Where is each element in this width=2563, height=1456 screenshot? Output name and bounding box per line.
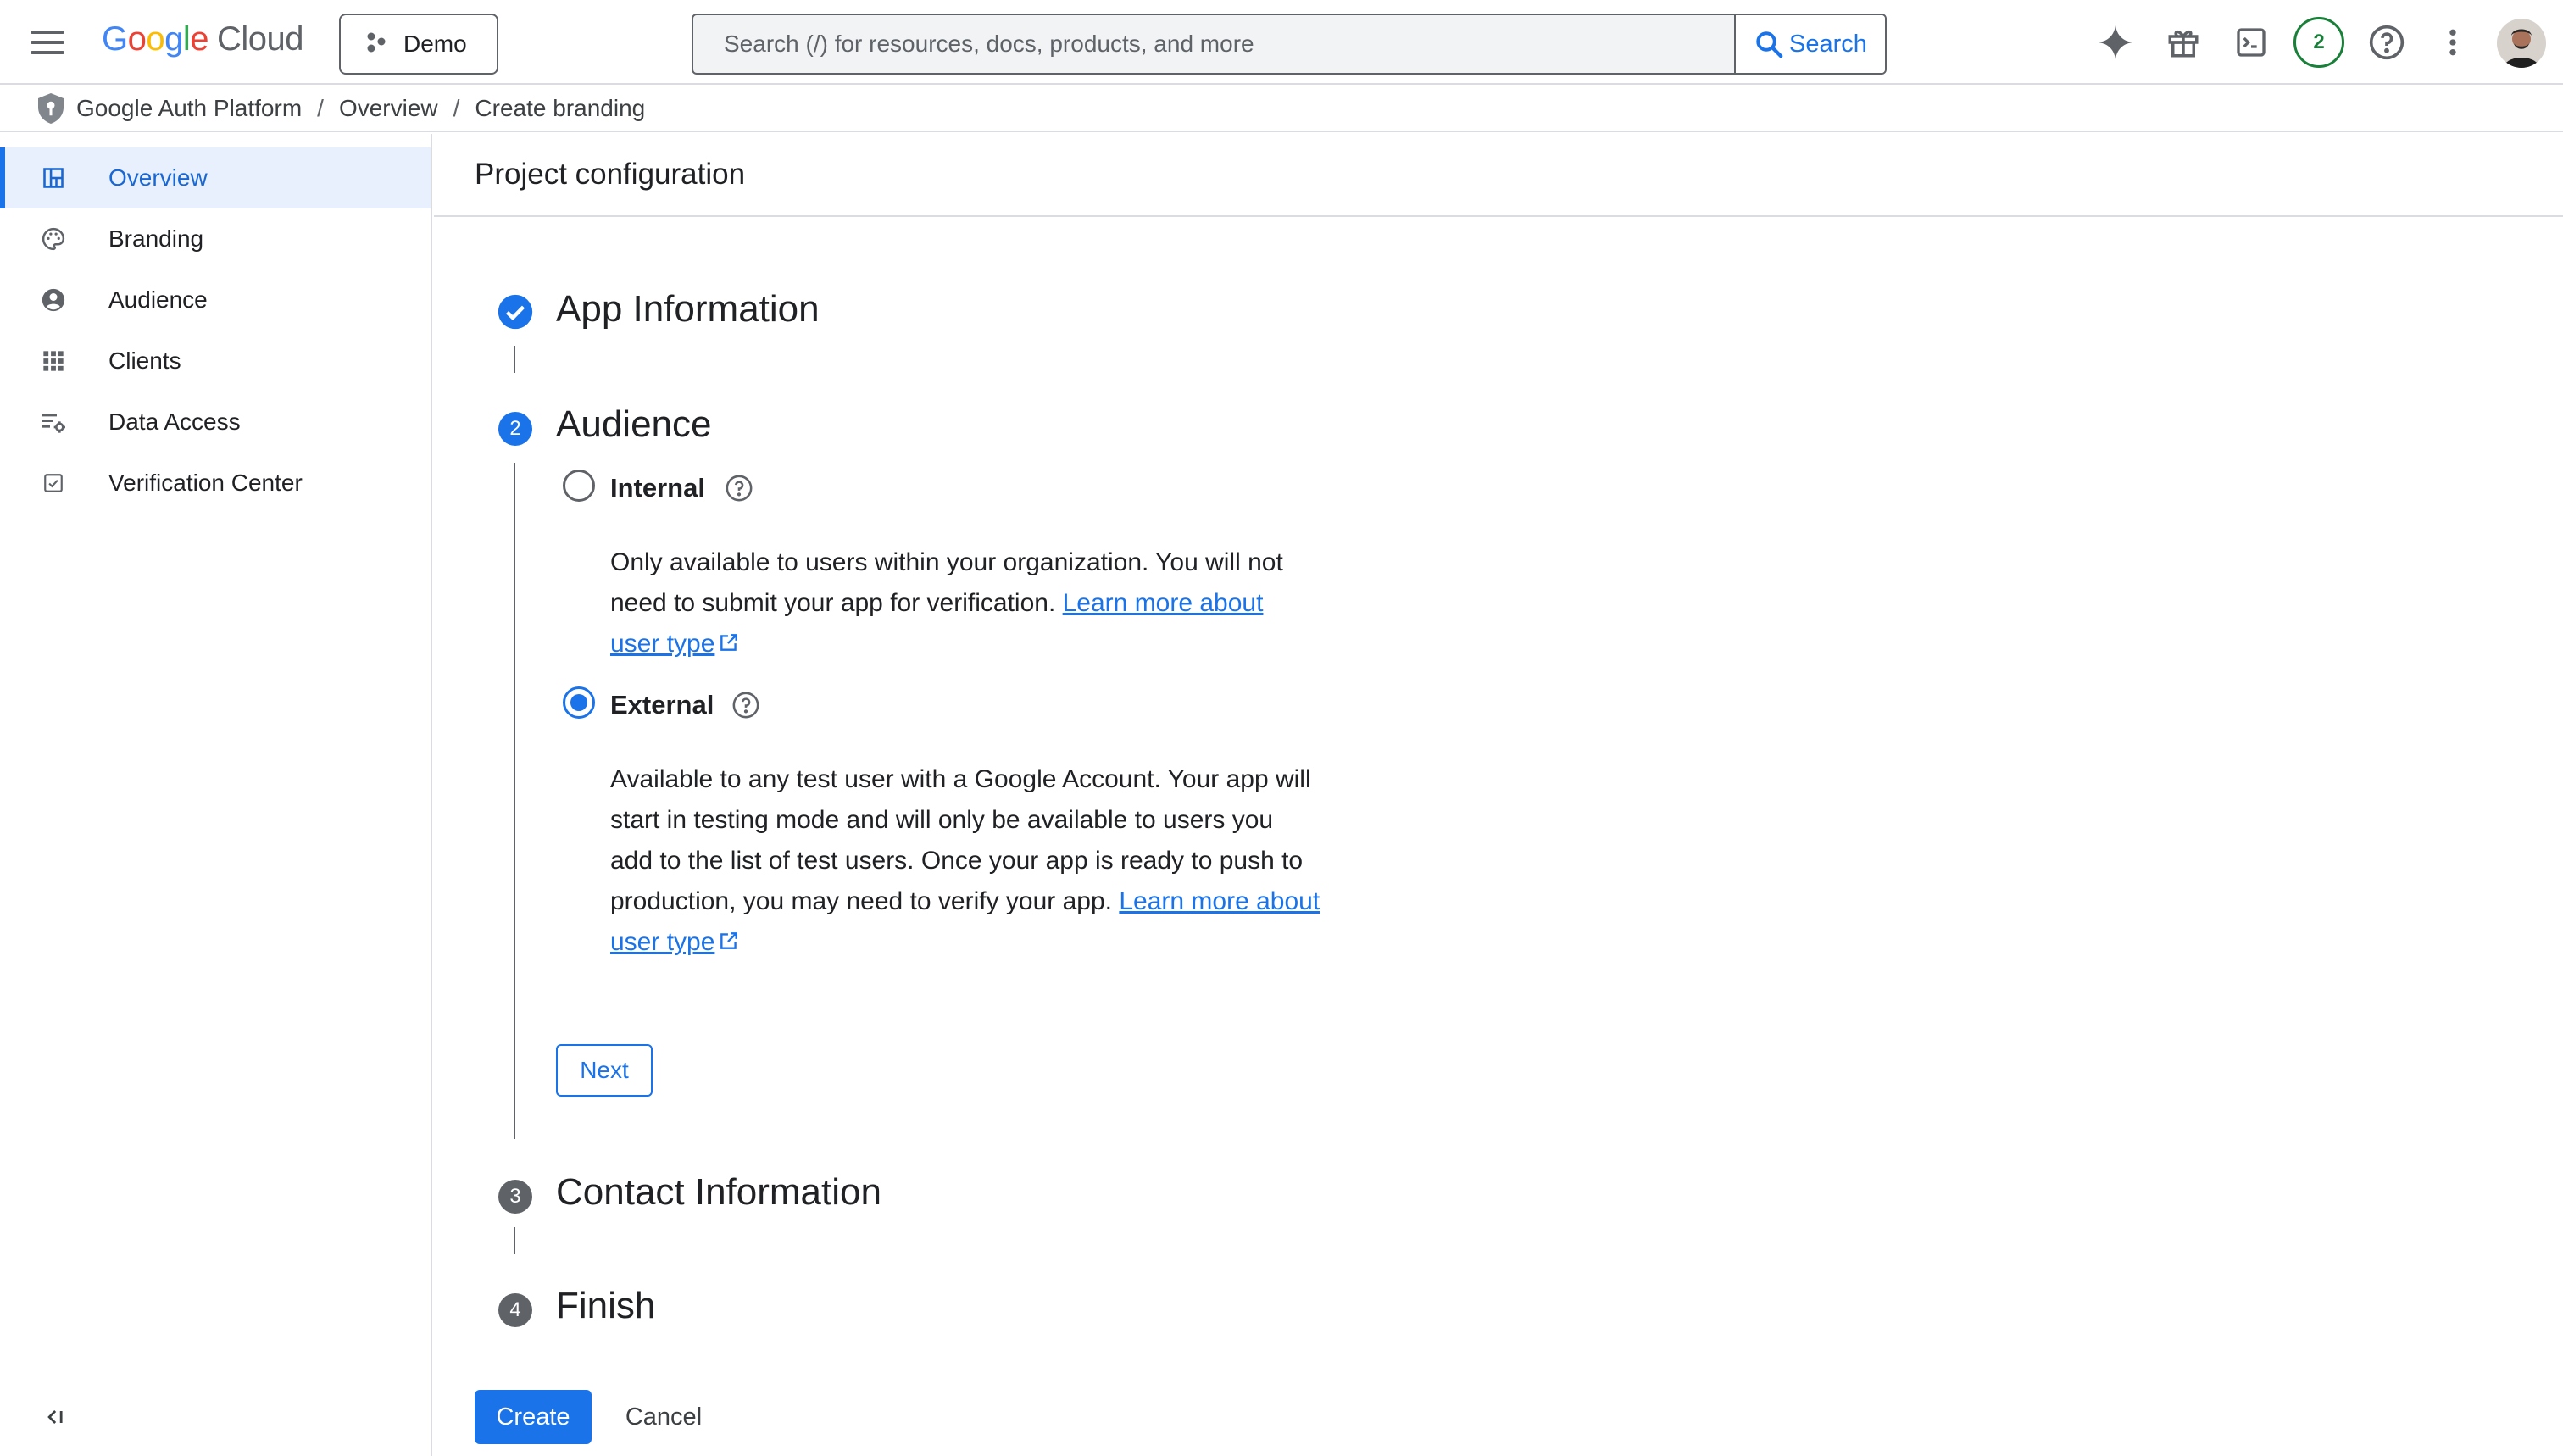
external-label[interactable]: External	[610, 690, 714, 720]
logo-letter: o	[146, 20, 165, 58]
gemini-sparkle-icon[interactable]	[2093, 20, 2138, 64]
description-line: Only available to users within your organization. You will not	[610, 548, 1283, 576]
external-description	[610, 759, 1320, 963]
logo-suffix: Cloud	[217, 20, 304, 58]
top-app-bar	[0, 0, 2563, 85]
sidebar-item-branding[interactable]	[0, 208, 431, 270]
sidebar-item-audience[interactable]	[0, 270, 431, 331]
help-icon[interactable]	[2365, 20, 2409, 64]
sidebar-item-overview[interactable]	[0, 147, 431, 208]
sidebar-item-label: Branding	[108, 225, 204, 252]
dashboard-icon	[39, 164, 68, 192]
description-line: need to submit your app for verification.	[610, 589, 1056, 617]
step-number: 3	[498, 1180, 532, 1214]
sidebar-item-label: Verification Center	[108, 470, 303, 496]
menu-icon[interactable]	[25, 22, 69, 63]
description-line: add to the list of test users. Once your app is ready to push to	[610, 847, 1304, 875]
breadcrumb-overview[interactable]: Overview	[338, 95, 438, 121]
notifications-badge[interactable]: 2	[2293, 17, 2344, 68]
step-title: Audience	[556, 403, 712, 445]
internal-description	[610, 542, 1283, 664]
internal-radio[interactable]	[563, 470, 595, 502]
external-radio[interactable]	[563, 686, 595, 719]
project-picker-button[interactable]	[339, 14, 498, 75]
check-circle-icon	[497, 293, 534, 331]
breadcrumb-separator: /	[453, 95, 460, 121]
project-name: Demo	[403, 31, 467, 57]
breadcrumb-create-branding: Create branding	[475, 95, 646, 121]
avatar[interactable]	[2497, 19, 2546, 68]
step-number: 4	[498, 1293, 532, 1327]
help-icon[interactable]	[731, 691, 760, 720]
sidebar	[0, 134, 432, 1456]
step-connector	[514, 346, 515, 373]
logo-letter: e	[190, 20, 209, 58]
step-title: Finish	[556, 1285, 656, 1326]
logo-letter: o	[127, 20, 147, 58]
breadcrumb-separator: /	[317, 95, 324, 121]
google-cloud-logo[interactable]	[102, 20, 303, 58]
step-title: Contact Information	[556, 1171, 881, 1213]
person-icon	[39, 286, 68, 314]
step-number: 2	[498, 412, 532, 446]
logo-letter: g	[164, 20, 183, 58]
logo-letter: G	[102, 20, 128, 58]
sidebar-item-data-access[interactable]	[0, 392, 431, 453]
step-title: App Information	[556, 288, 820, 330]
breadcrumb-google-auth-platform[interactable]: Google Auth Platform	[76, 95, 303, 121]
palette-icon	[39, 225, 68, 253]
project-icon	[364, 31, 388, 58]
description-line: production, you may need to verify your app.	[610, 887, 1113, 915]
search-button[interactable]	[1734, 15, 1885, 73]
description-line: start in testing mode and will only be available to users you	[610, 806, 1274, 834]
search-icon	[1754, 29, 1784, 59]
shield-icon	[36, 92, 66, 125]
breadcrumb	[0, 86, 2563, 132]
sidebar-item-clients[interactable]	[0, 331, 431, 392]
sidebar-item-label: Overview	[108, 164, 208, 191]
checkbox-icon	[39, 469, 68, 497]
open-in-new-icon	[718, 631, 740, 653]
cancel-button[interactable]: Cancel	[609, 1390, 719, 1444]
collapse-sidebar-icon[interactable]	[37, 1400, 71, 1434]
next-button[interactable]: Next	[556, 1044, 653, 1097]
step-connector	[514, 1227, 515, 1254]
search-button-label: Search	[1789, 30, 1867, 58]
user-type-link[interactable]: user type	[610, 630, 715, 658]
learn-more-link[interactable]: Learn more about	[1119, 887, 1320, 915]
sidebar-item-label: Data Access	[108, 408, 241, 435]
logo-letter: l	[182, 20, 191, 58]
open-in-new-icon	[718, 930, 740, 952]
search-input[interactable]	[693, 15, 1734, 73]
help-icon[interactable]	[725, 474, 753, 503]
sidebar-item-verification-center[interactable]	[0, 453, 431, 514]
learn-more-link[interactable]: Learn more about	[1062, 589, 1264, 617]
apps-grid-icon	[39, 347, 68, 375]
page-title: Project configuration	[434, 134, 2563, 217]
sidebar-item-label: Audience	[108, 286, 208, 313]
cloud-shell-icon[interactable]	[2229, 20, 2273, 64]
description-line: Available to any test user with a Google Account. Your app will	[610, 765, 1311, 793]
step-connector	[514, 463, 515, 1139]
more-vert-icon[interactable]	[2431, 20, 2475, 64]
gift-icon[interactable]	[2161, 20, 2205, 64]
search-bar	[692, 14, 1887, 75]
user-type-link[interactable]: user type	[610, 928, 715, 956]
create-button[interactable]: Create	[475, 1390, 592, 1444]
sidebar-item-label: Clients	[108, 347, 181, 374]
data-settings-icon	[39, 408, 68, 436]
internal-label[interactable]: Internal	[610, 473, 705, 503]
